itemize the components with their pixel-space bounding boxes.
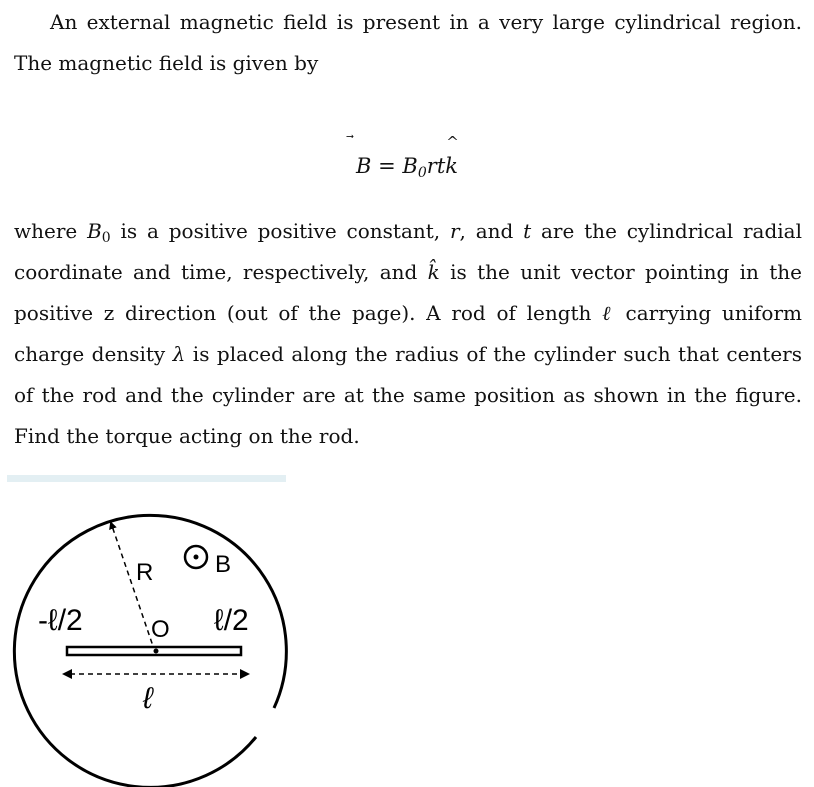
problem-paragraph (14, 211, 802, 457)
field-label: B (215, 551, 232, 578)
paragraph-run: k̂ (427, 260, 440, 284)
paragraph-run: r (449, 219, 460, 243)
vector-b (356, 146, 371, 186)
radius-line (111, 523, 155, 652)
paragraph-run: , and (459, 219, 524, 243)
right-end-label: ℓ/2 (214, 604, 249, 637)
unit-vector-k (445, 133, 459, 186)
paragraph-run: where (14, 219, 88, 243)
rod-in-cylinder-figure (0, 490, 320, 787)
out-of-page-dot-icon (185, 546, 207, 568)
paragraph-run: λ (172, 342, 186, 366)
paragraph-run: t (523, 219, 532, 243)
b0-symbol (402, 154, 427, 181)
length-label: ℓ (143, 682, 153, 715)
magnetic-field-equation (0, 133, 814, 186)
center-point (154, 649, 159, 654)
hat-icon: ^ (446, 133, 459, 151)
paragraph-run: carrying uniform charge density (14, 301, 802, 366)
vector-b-symbol: B (356, 154, 372, 178)
b0-letter: B (402, 154, 418, 178)
left-end-label: -ℓ/2 (38, 604, 83, 637)
section-divider (7, 475, 286, 482)
intro-paragraph (14, 2, 802, 84)
paragraph-run: ℓ (602, 301, 615, 325)
paragraph-run: is a positive positive constant, (110, 219, 450, 243)
unit-vector-k-letter: k (445, 154, 458, 178)
r-t-factors: rt (426, 154, 446, 178)
paragraph-run: are the cylindrical radial coordinate and time, respectively, and (14, 219, 803, 284)
paragraph-run: 0 (101, 230, 111, 246)
paragraph-run: B (87, 219, 102, 243)
intro-text: An external magnetic field is present in a very large cylindrical region. The magnetic field is given by (14, 10, 802, 75)
equals-sign: = (378, 154, 396, 178)
center-label: O (151, 616, 170, 643)
paragraph-run: is the unit vector pointing in the positive z direction (out of the page). A rod of length (14, 260, 802, 325)
radius-label: R (136, 559, 154, 586)
b0-subscript: 0 (417, 165, 427, 181)
paragraph-run: is placed along the radius of the cylinder such that centers of the rod and the cylinder are at the same position as shown in the figure. Find the torque acting on the rod. (14, 342, 802, 448)
